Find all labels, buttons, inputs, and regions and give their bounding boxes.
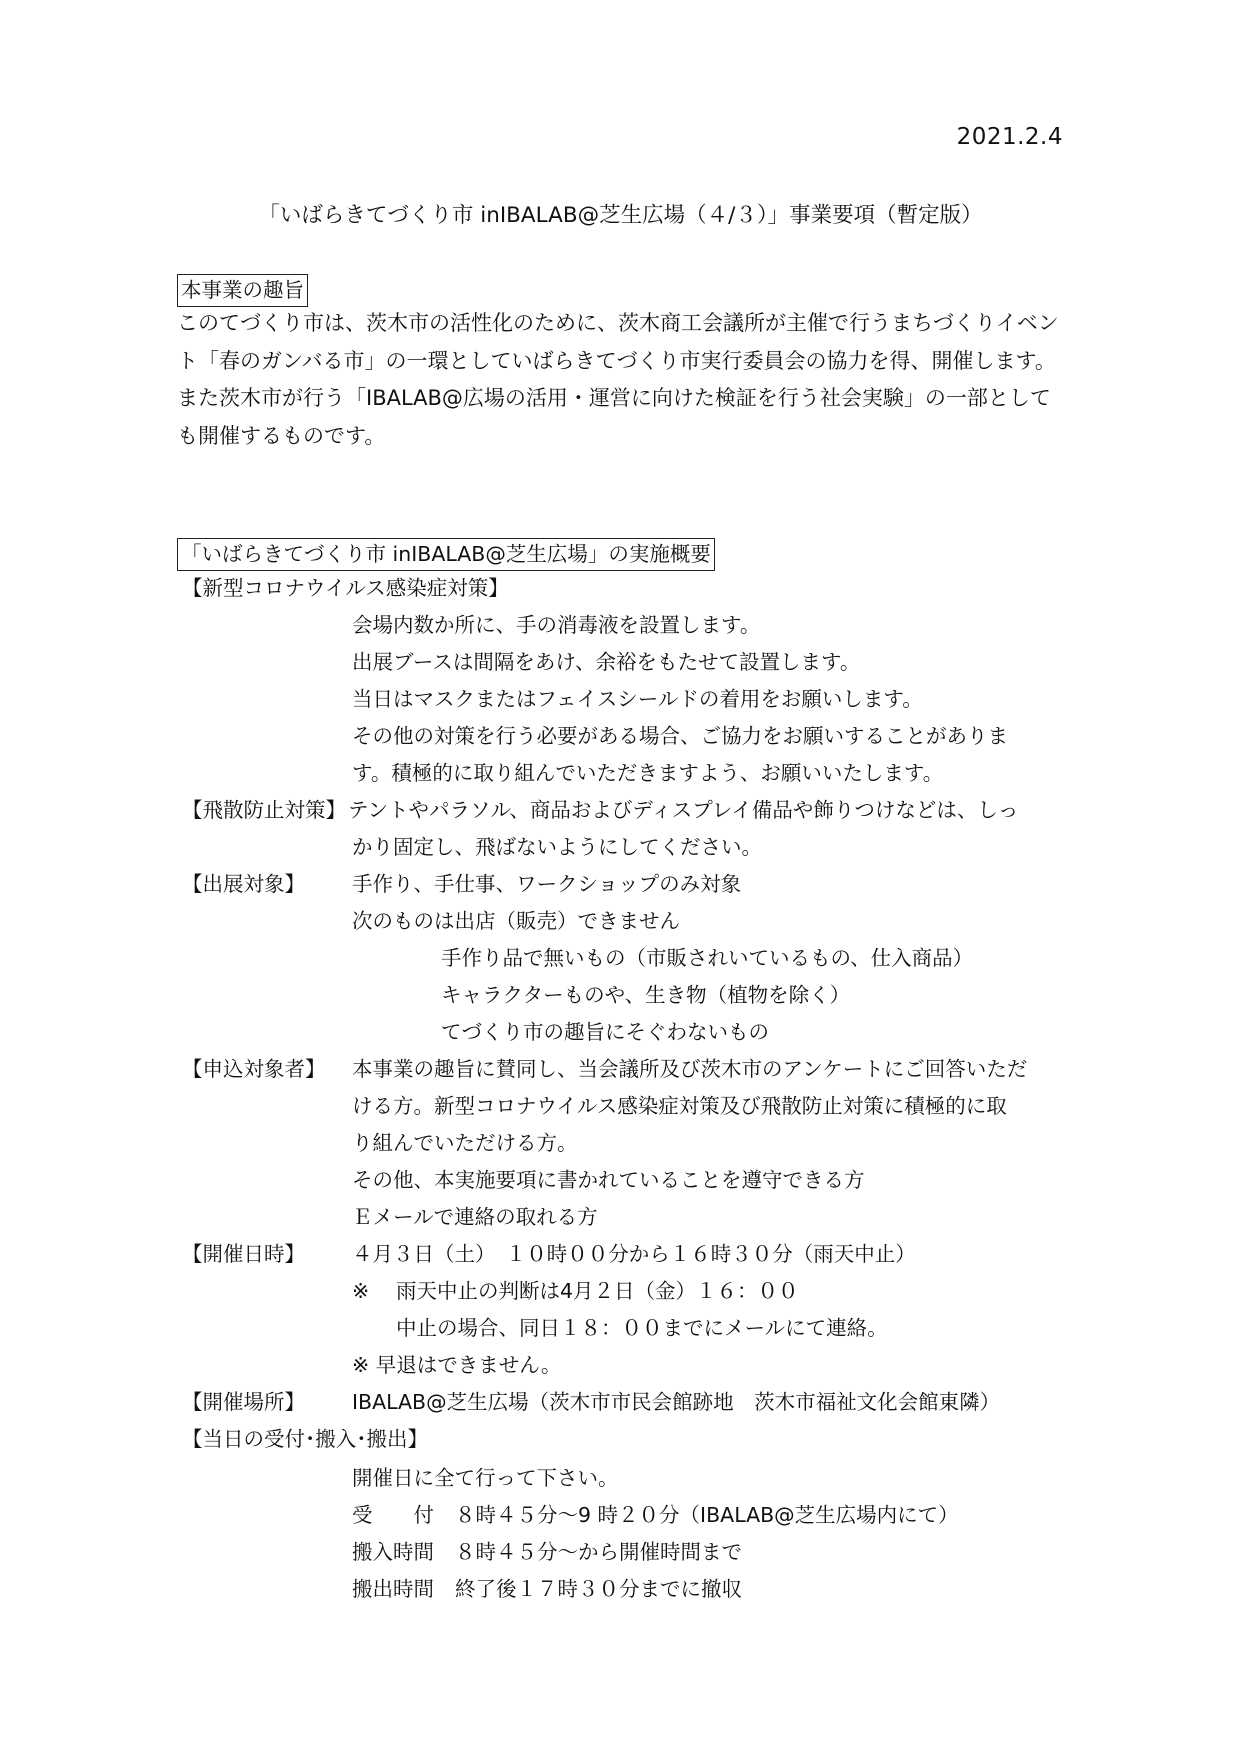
target-excluded-item: 手作り品で無いもの（市販されいているもの、仕入商品） [441,946,974,970]
target-line: 手作り、手仕事、ワークショップのみ対象 [352,872,742,896]
purpose-heading: 本事業の趣旨 [177,274,308,307]
reception-time: ８時４５分～9 時２０分（IBALAB@芝生広場内にて） [455,1503,959,1527]
carry-out-label: 搬出時間 [352,1577,434,1601]
purpose-paragraph-1: このてづくり市は、茨木市の活性化のために、茨木商工会議所が主催で行うまちづくりイベント「春のガンバる市」の一環としていばらきてづくり市実行委員会の協力を得、開催します。 [177,311,1059,373]
document-date: 2021.2.4 [956,124,1063,150]
overview-heading: 「いばらきてづくり市 inIBALAB@芝生広場」の実施概要 [177,538,715,571]
target-line: 次のものは出店（販売）できません [352,909,680,933]
purpose-paragraph-2: また茨木市が行う「IBALAB@広場の活用・運営に向けた検証を行う社会実験」の一部としても開催するものです。 [177,386,1051,448]
reception-label: 【当日の受付･搬入･搬出】 [182,1427,428,1451]
scatter-label: 【飛散防止対策】 [182,798,346,822]
document-title: 「いばらきてづくり市 inIBALAB@芝生広場（４/３）」事業要項（暫定版） [258,203,983,228]
applicant-label: 【申込対象者】 [182,1057,326,1081]
corona-line: 会場内数か所に、手の消毒液を設置します。 [352,613,761,637]
purpose-body [177,305,1070,455]
datetime-main: ４月３日（土） １０時００分から１６時３０分（雨天中止） [352,1242,916,1266]
scatter-line: テントやパラソル、商品およびディスプレイ備品や飾りつけなどは、しっ [348,798,1019,822]
corona-line: 当日はマスクまたはフェイスシールドの着用をお願いします。 [352,687,923,711]
applicant-line: 本事業の趣旨に賛同し、当会議所及び茨木市のアンケートにご回答いただ [352,1057,1028,1081]
scatter-line: かり固定し、飛ばないようにしてください。 [352,835,762,859]
applicant-line: り組んでいただける方。 [352,1131,578,1155]
datetime-note-mark: ※ [352,1279,370,1303]
corona-line: その他の対策を行う必要がある場合、ご協力をお願いすることがありま [352,724,1008,748]
corona-line: 出展ブースは間隔をあけ、余裕をもたせて設置します。 [352,650,861,674]
venue-label: 【開催場所】 [182,1390,305,1414]
reception-line: 開催日に全て行って下さい。 [352,1466,619,1490]
datetime-label: 【開催日時】 [182,1242,305,1266]
carry-out-time: 終了後１７時３０分までに撤収 [455,1577,742,1601]
target-excluded-item: キャラクターものや、生き物（植物を除く） [441,983,851,1007]
venue-text: IBALAB@芝生広場（茨木市市民会館跡地 茨木市福祉文化会館東隣） [352,1390,1001,1414]
corona-line: す。積極的に取り組んでいただきますよう、お願いいたします。 [352,761,944,785]
datetime-note: ※ 早退はできません。 [352,1353,562,1377]
corona-label: 【新型コロナウイルス感染症対策】 [182,576,509,600]
carry-in-time: ８時４５分～から開催時間まで [455,1540,742,1564]
datetime-note: 雨天中止の判断は4月２日（金）１６：００ [396,1279,799,1303]
carry-in-label: 搬入時間 [352,1540,434,1564]
applicant-line: Ｅメールで連絡の取れる方 [352,1205,598,1229]
datetime-note: 中止の場合、同日１８：００までにメールにて連絡。 [396,1316,888,1340]
reception-time-label: 受 付 [352,1503,434,1527]
applicant-line: ける方。新型コロナウイルス感染症対策及び飛散防止対策に積極的に取 [352,1094,1007,1118]
applicant-line: その他、本実施要項に書かれていることを遵守できる方 [352,1168,865,1192]
target-label: 【出展対象】 [182,872,305,896]
target-excluded-item: てづくり市の趣旨にそぐわないもの [441,1020,769,1044]
